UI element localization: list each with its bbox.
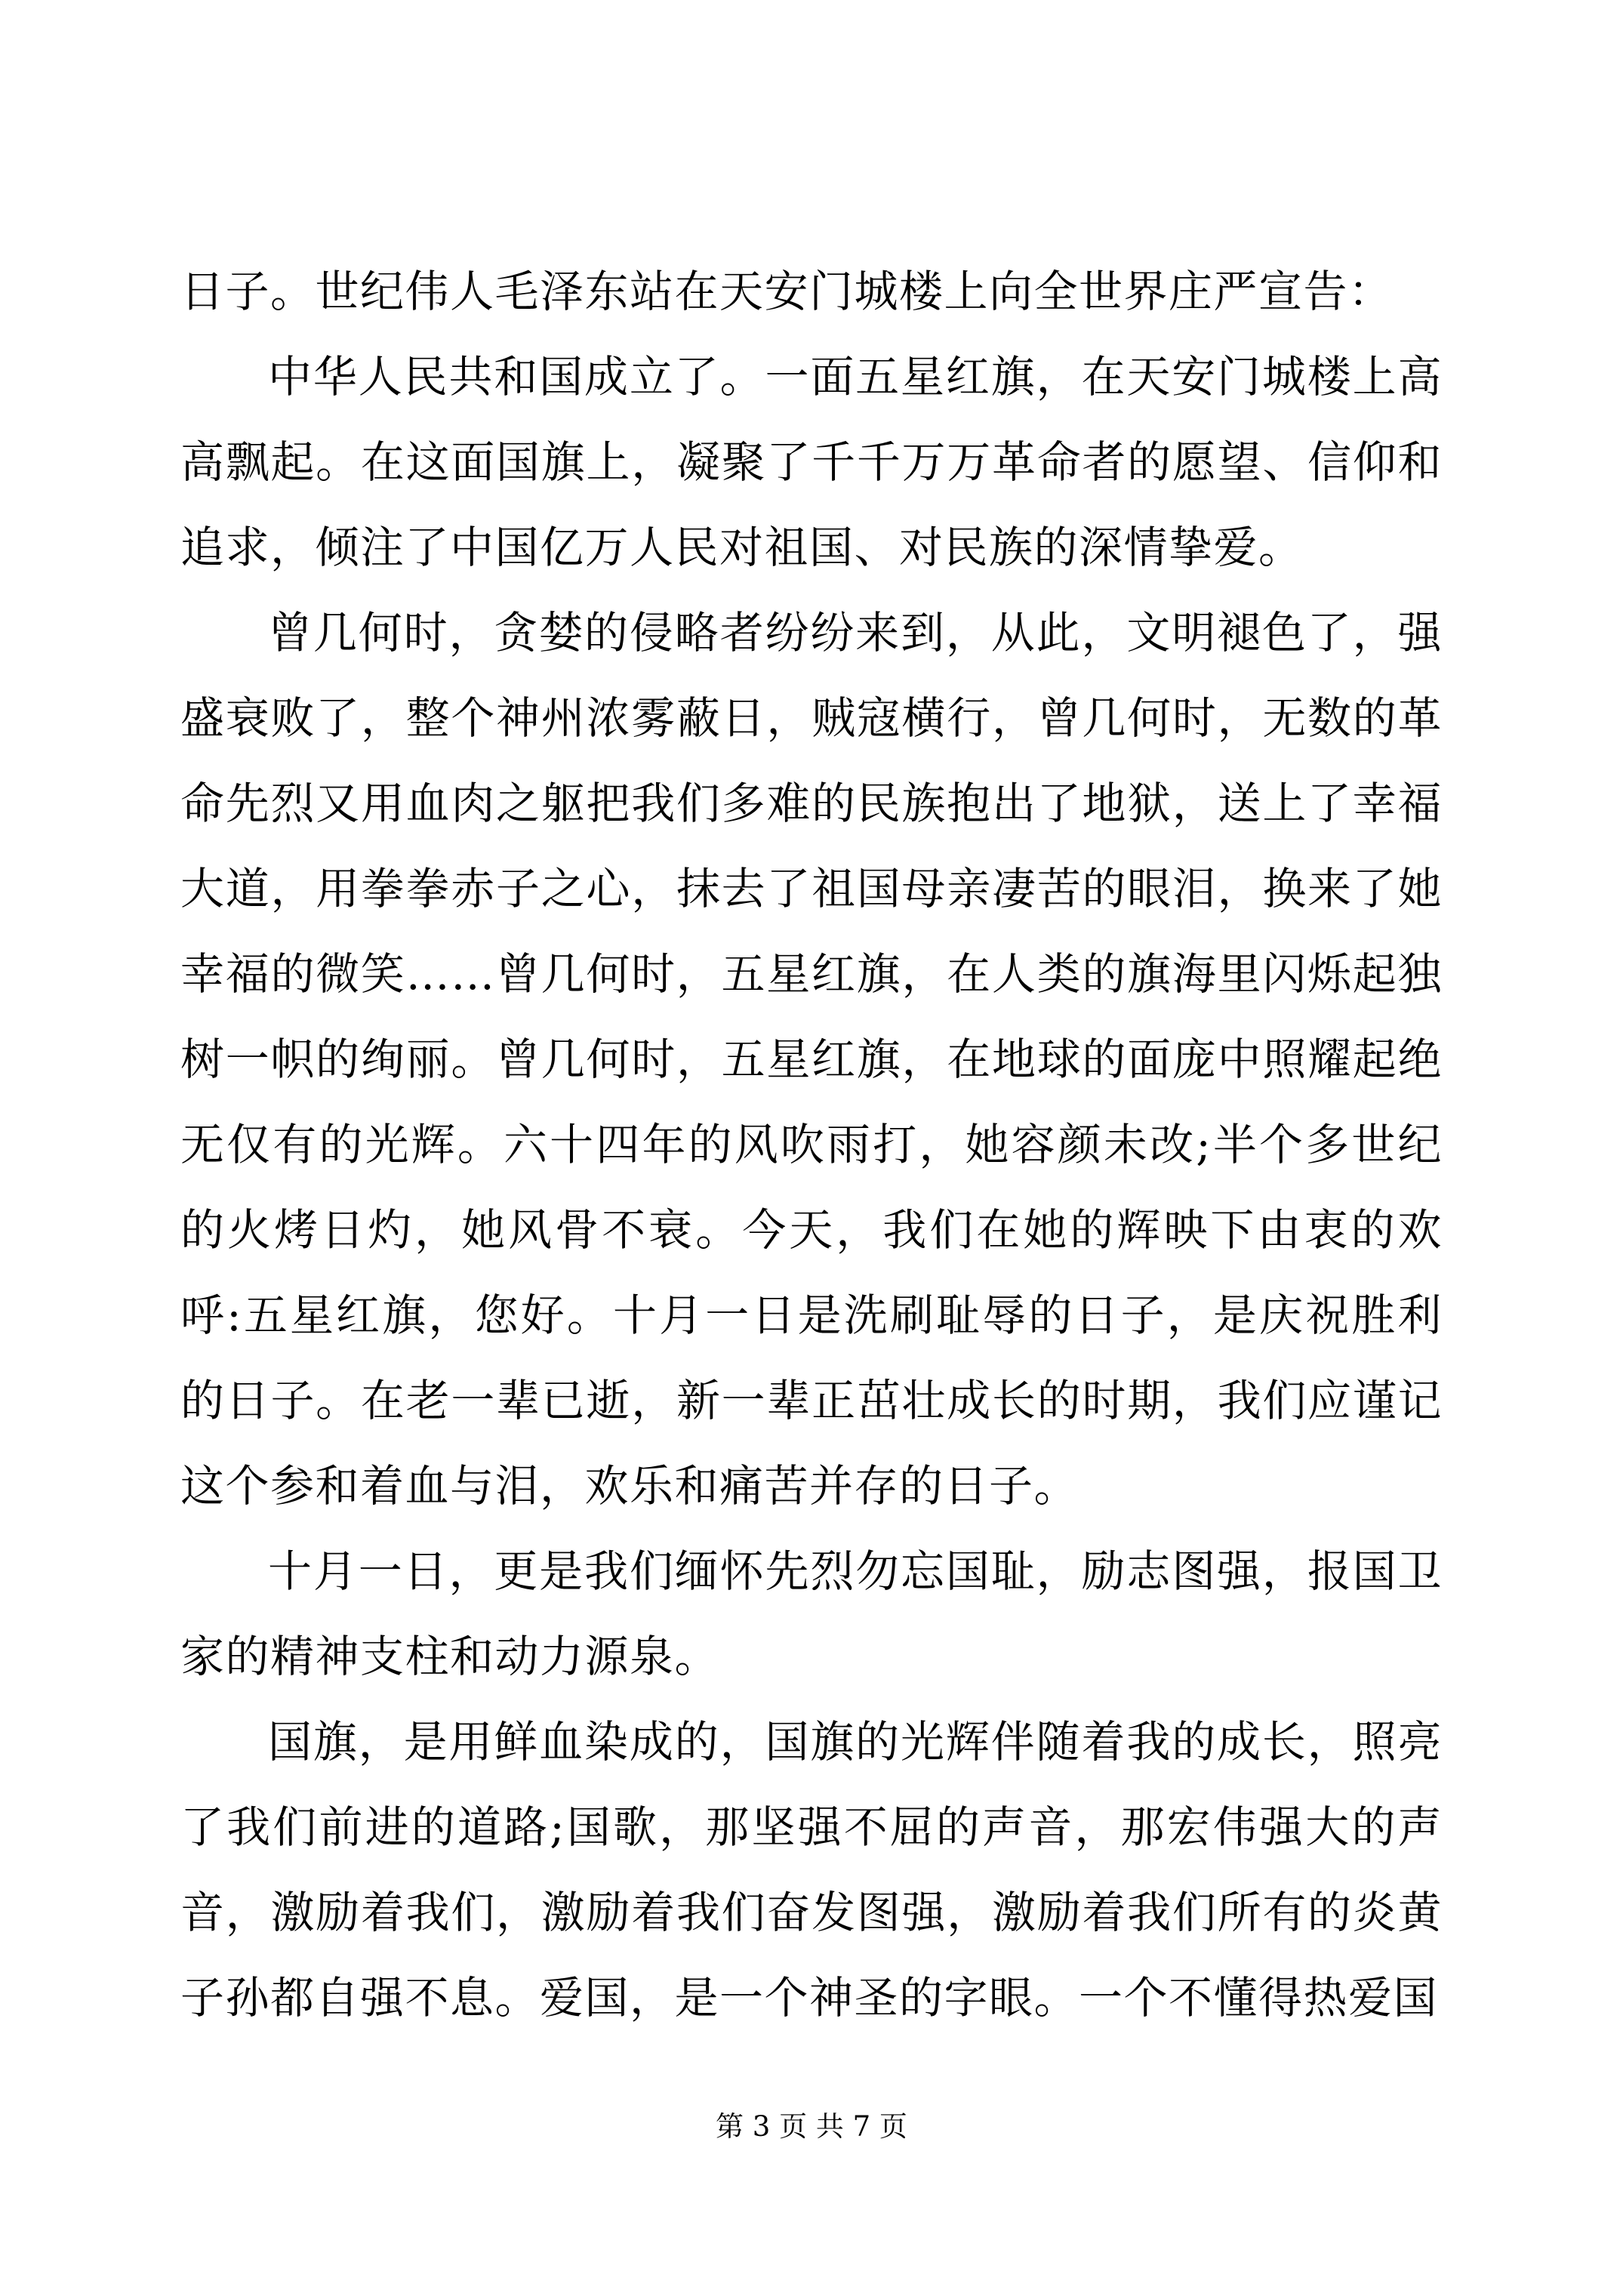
paragraph: 中华人民共和国成立了。一面五星红旗，在天安门城楼上高高飘起。在这面国旗上，凝聚了千千万万革命者的愿望、信仰和追求，倾注了中国亿万人民对祖国、对民族的深情挚爱。 xyxy=(180,351,1443,573)
paragraph: 曾几何时，贪婪的侵略者纷纷来到，从此，文明褪色了，强盛衰败了，整个神州浓雾蔽日，贼寇横行，曾几何时，无数的革命先烈又用血肉之躯把我们多难的民族抱出了地狱，送上了幸福大道，用拳拳赤子之心，抹去了祖国母亲凄苦的眼泪，换来了她幸福的微笑……曾几何时，五星红旗，在人类的旗海里闪烁起独树一帜的绚丽。曾几何时，五星红旗，在地球的面庞中照耀起绝无仅有的光辉。六十四年的风吹雨打，她容颜未改;半个多世纪的火烤日灼，她风骨不衰。今天，我们在她的辉映下由衷的欢呼:五星红旗，您好。十月一日是洗刷耻辱的日子，是庆祝胜利的日子。在老一辈已逝，新一辈正茁壮成长的时期，我们应谨记这个参和着血与泪，欢乐和痛苦并存的日子。 xyxy=(180,607,1443,1512)
paragraph: 日子。世纪伟人毛泽东站在天安门城楼上向全世界庄严宣告： xyxy=(180,266,1394,317)
paragraph: 国旗，是用鲜血染成的，国旗的光辉伴随着我的成长，照亮了我们前进的道路;国歌，那坚强不屈的声音，那宏伟强大的声音，激励着我们，激励着我们奋发图强，激励着我们所有的炎黄子孙都自强不息。爱国，是一个神圣的字眼。一个不懂得热爱国 xyxy=(180,1716,1443,2023)
body-text xyxy=(180,249,1443,2041)
page-footer xyxy=(0,2108,1623,2146)
paragraph: 十月一日，更是我们缅怀先烈勿忘国耻，励志图强，报国卫家的精神支柱和动力源泉。 xyxy=(180,1546,1443,1682)
page-number-label: 第 3 页 共 7 页 xyxy=(716,2110,907,2143)
